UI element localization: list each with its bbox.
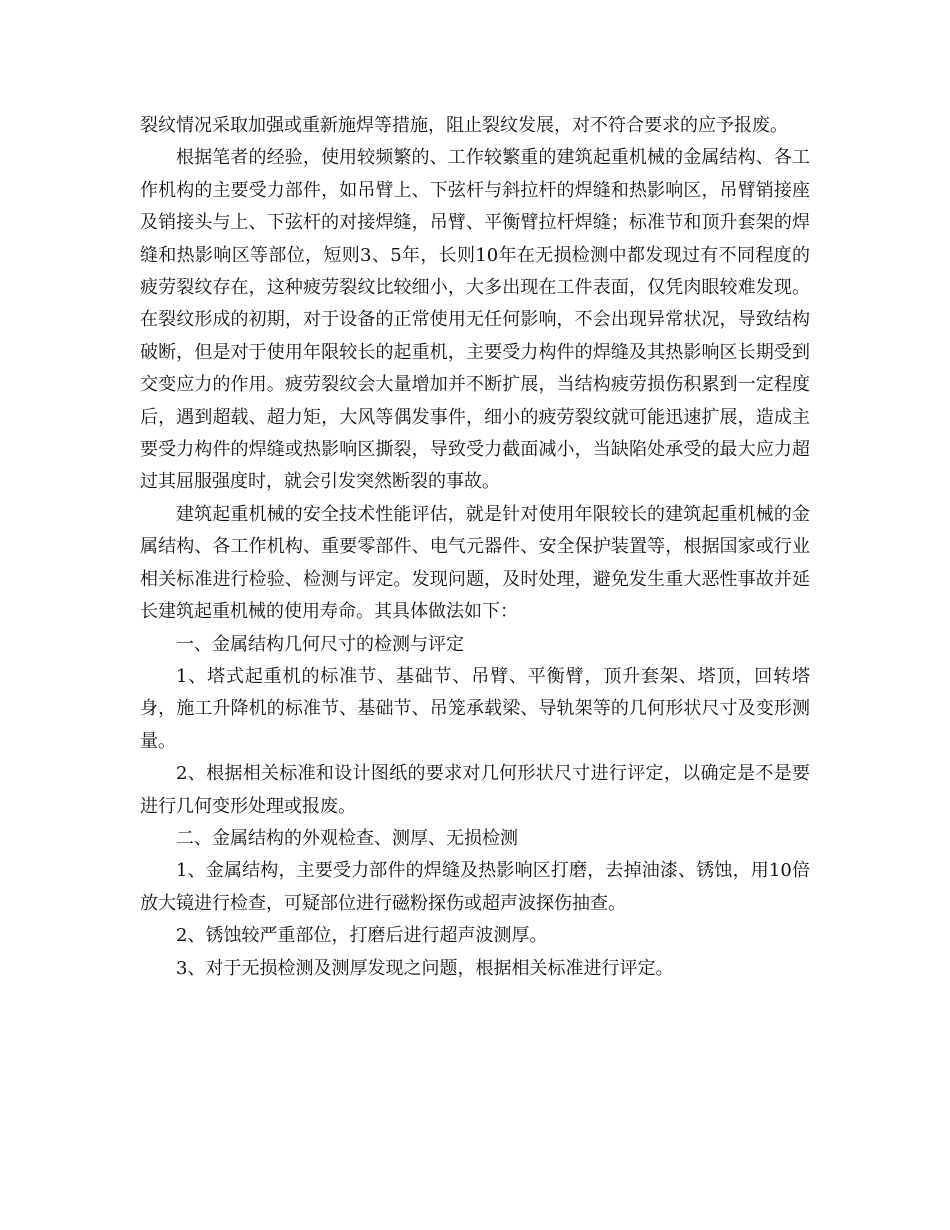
heading-geometry-inspection: 一、金属结构几何尺寸的检测与评定: [176, 633, 464, 655]
paragraph-safety-assessment: 建筑起重机械的安全技术性能评估，就是针对使用年限较长的建筑起重机械的金属结构、各工作机构、重要零部件、电气元器件、安全保护装置等，根据国家或行业相关标准进行检验、检测与评定。发现问题，及时处理，避免发生重大恶性事故并延长建筑起重机械的使用寿命。其具体做法如下：: [140, 503, 810, 623]
paragraph-crack-measures: 裂纹情况采取加强或重新施焊等措施，阻止裂纹发展，对不符合要求的应予报废。: [140, 115, 788, 136]
document-page: [140, 110, 810, 985]
list-item-geometry-1: 1、塔式起重机的标准节、基础节、吊臂、平衡臂，顶升套架、塔顶，回转塔身，施工升降机的标准节、基础节、吊笼承载梁、导轨架等的几何形状尺寸及变形测量。: [140, 665, 810, 752]
list-item-inspection-3: 3、对于无损检测及测厚发现之问题，根据相关标准进行评定。: [176, 957, 674, 979]
heading-visual-inspection: 二、金属结构的外观检查、测厚、无损检测: [176, 827, 518, 849]
paragraph-fatigue-cracks: 根据笔者的经验，使用较频繁的、工作较繁重的建筑起重机械的金属结构、各工作机构的主要受力部件，如吊臂上、下弦杆与斜拉杆的焊缝和热影响区，吊臂销接座及销接头与上、下弦杆的对接焊缝，吊臂、平衡臂拉杆焊缝；标准节和顶升套架的焊缝和热影响区等部位，短则3、5年，长则10年在无损检测中都发现过有不同程度的疲劳裂纹存在，这种疲劳裂纹比较细小，大多出现在工件表面，仅凭肉眼较难发现。在裂纹形成的初期，对于设备的正常使用无任何影响，不会出现异常状况，导致结构破断，但是对于使用年限较长的起重机，主要受力构件的焊缝及其热影响区长期受到交变应力的作用。疲劳裂纹会大量增加并不断扩展，当结构疲劳损伤积累到一定程度后，遇到超载、超力矩，大风等偶发事件，细小的疲劳裂纹就可能迅速扩展，造成主要受力构件的焊缝或热影响区撕裂，导致受力截面减小，当缺陷处承受的最大应力超过其屈服强度时，就会引发突然断裂的事故。: [140, 147, 810, 493]
list-item-inspection-2: 2、锈蚀较严重部位，打磨后进行超声波测厚。: [176, 925, 548, 947]
list-item-geometry-2: 2、根据相关标准和设计图纸的要求对几何形状尺寸进行评定，以确定是不是要进行几何变形处理或报废。: [140, 763, 810, 817]
list-item-inspection-1: 1、金属结构，主要受力部件的焊缝及热影响区打磨，去掉油漆、锈蚀，用10倍放大镜进行检查，可疑部位进行磁粉探伤或超声波探伤抽查。: [140, 860, 810, 914]
